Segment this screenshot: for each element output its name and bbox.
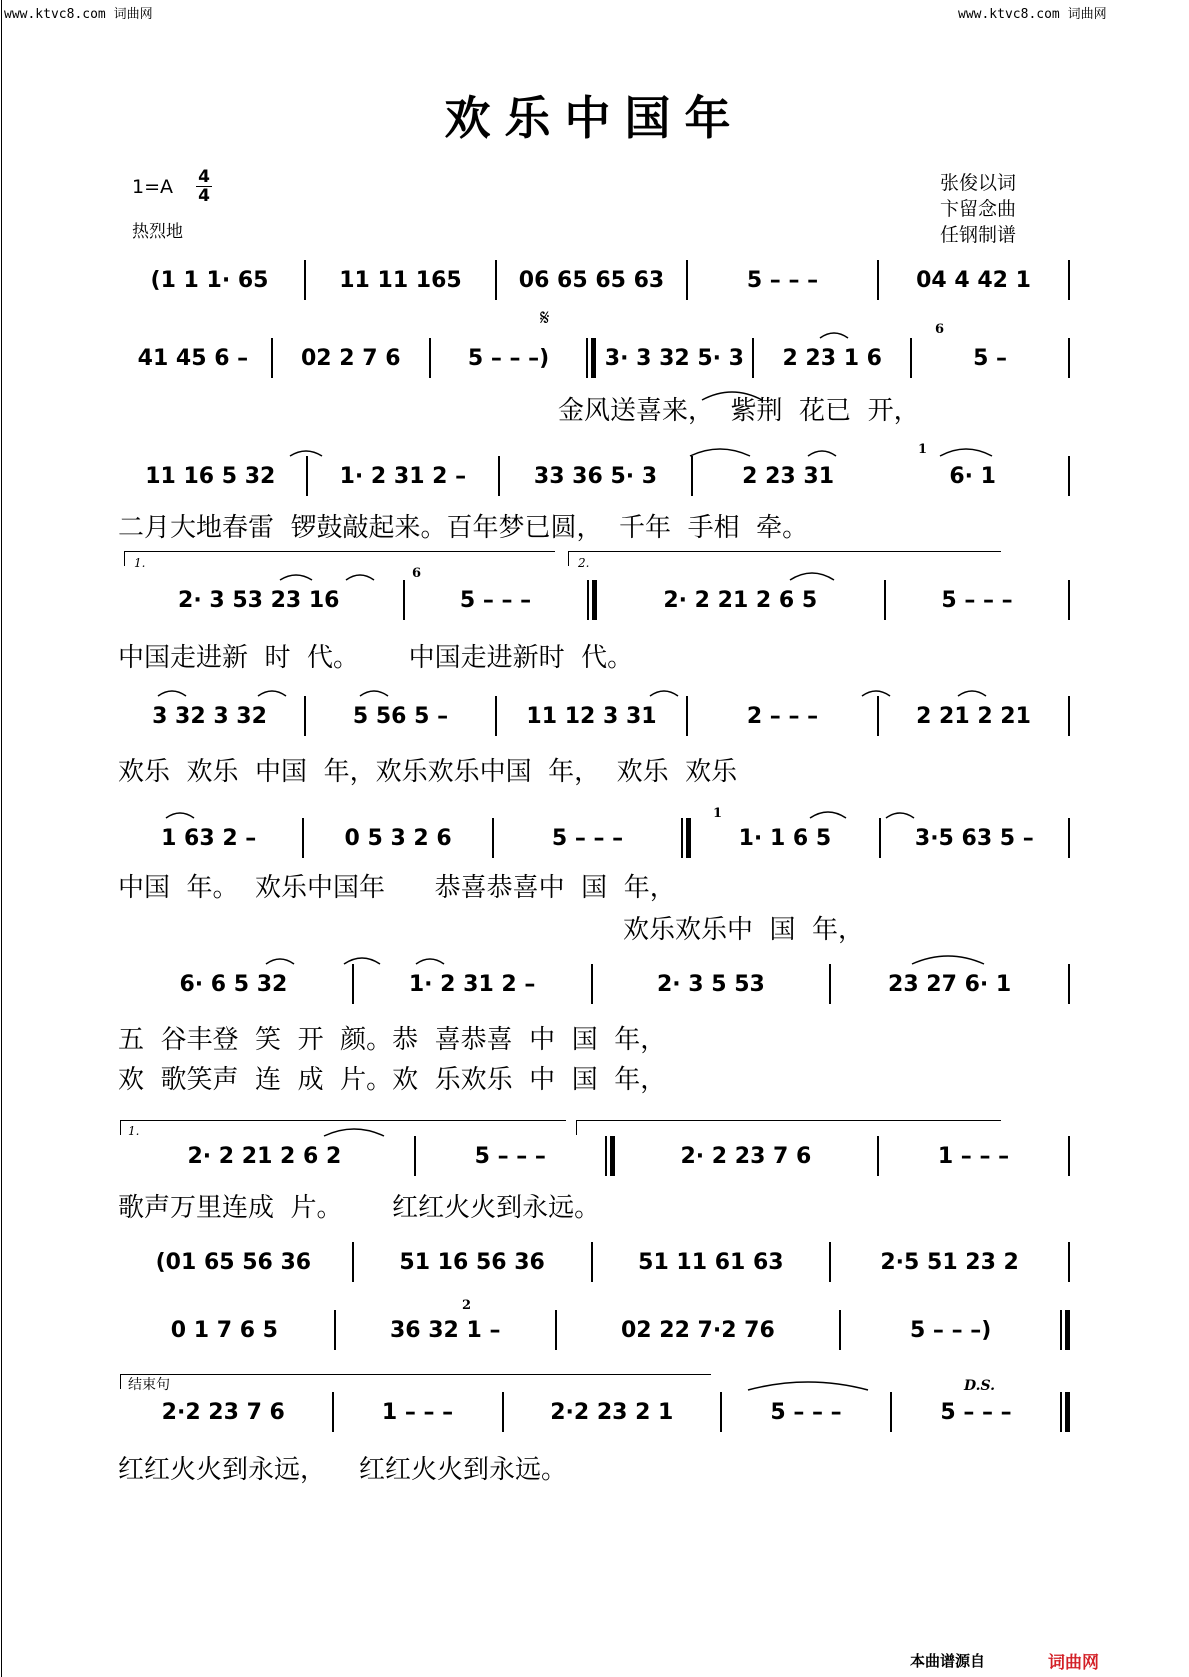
measure: 02 22 7·2 76	[621, 1317, 775, 1343]
lyric-line-3: 中国走进新 时 代。 中国走进新时 代。	[118, 643, 634, 673]
measure: 0 5 3 2 6	[344, 825, 452, 851]
measure: 5 – – –	[459, 587, 532, 613]
measure: 1 63 2 –	[161, 825, 257, 851]
measure: 0 1 7 6 5	[170, 1317, 278, 1343]
lyric-line-7: 五 谷丰登 笑 开 颜。恭 喜恭喜 中 国 年，	[118, 1025, 667, 1055]
notation-row-8	[118, 1136, 1073, 1176]
measure: 5 – – –)	[467, 345, 550, 371]
volta-bracket-2b	[576, 1120, 1001, 1135]
site-header-right[interactable]: www.ktvc8.com 词曲网	[958, 7, 1107, 22]
measure: 3·5 63 5 –	[914, 825, 1034, 851]
measure: 02 2 7 6	[300, 345, 401, 371]
measure: 5 –	[973, 345, 1008, 371]
tie-arc	[690, 449, 750, 456]
measure: 2· 3 53 23 16	[178, 587, 340, 613]
tie-arc	[748, 1382, 868, 1390]
lyric-line-6: 欢乐欢乐中 国 年，	[623, 915, 865, 945]
measure: 6· 6 5 32	[179, 971, 288, 997]
measure: 6· 1	[949, 463, 996, 489]
notation-row-5	[118, 696, 1073, 736]
notation-row-3	[118, 456, 1073, 496]
measure: 5 – – –	[474, 1143, 546, 1169]
measure: 41 45 6 –	[137, 345, 249, 371]
measure: 1 – – –	[381, 1399, 454, 1425]
measure: 04 4 42 1	[916, 267, 1031, 293]
measure: 3· 3 32 5· 3	[604, 345, 744, 371]
segno-sign: 𝄋	[540, 306, 550, 331]
measure: 2· 2 21 2 6 5	[663, 587, 818, 613]
arranger-credit: 任钢制谱	[940, 224, 1017, 246]
measure: 5 – – –	[940, 1399, 1012, 1425]
measure: 06 65 65 63	[518, 267, 665, 293]
notation-row-9	[118, 1242, 1073, 1282]
notation-row-11	[118, 1392, 1073, 1432]
composer-credit: 卞留念曲	[940, 198, 1017, 220]
brand-logo[interactable]: 词曲网	[1048, 1653, 1099, 1673]
volta-number-2: 2.	[578, 556, 590, 570]
song-title: 欢乐中国年	[444, 91, 745, 145]
time-signature-top: 4	[198, 167, 210, 187]
ending-bracket	[120, 1374, 711, 1389]
lyric-line-5: 中国 年。 欢乐中国年 恭喜恭喜中 国 年，	[118, 873, 676, 903]
credits	[940, 170, 1016, 248]
measure: (01 65 56 36	[155, 1249, 312, 1275]
measure: 11 16 5 32	[145, 463, 276, 489]
notation-row-7	[118, 964, 1073, 1004]
grace-note: 6	[412, 566, 422, 581]
measure: 2 23 31	[742, 463, 834, 489]
measure: 11 11 165	[339, 267, 462, 293]
measure: 1· 2 31 2 –	[339, 463, 467, 489]
site-header-left[interactable]: www.ktvc8.com 词曲网	[4, 7, 153, 22]
measure: 2·5 51 23 2	[880, 1249, 1019, 1275]
notation-row-10	[118, 1310, 1073, 1350]
measure: 2 – – –	[746, 703, 819, 729]
ending-label: 结束句	[128, 1377, 170, 1393]
measure: 51 11 61 63	[638, 1249, 784, 1275]
lyric-line-4: 欢乐 欢乐 中国 年，欢乐欢乐中国 年， 欢乐 欢乐	[118, 757, 738, 787]
lyric-line-2: 二月大地春雷 锣鼓敲起来。百年梦已圆， 千年 手相 牵。	[118, 513, 809, 543]
measure: (1 1 1· 65	[150, 267, 269, 293]
measure: 5 – – –	[770, 1399, 842, 1425]
volta-bracket-1	[124, 551, 555, 566]
volta-bracket-2	[568, 551, 1001, 566]
lyricist-credit: 张俊以词	[940, 172, 1017, 194]
measure: 2·2 23 7 6	[161, 1399, 285, 1425]
measure: 33 36 5· 3	[533, 463, 658, 489]
measure: 2 23 1 6	[782, 345, 882, 371]
measure: 2· 2 23 7 6	[680, 1143, 812, 1169]
measure: 2· 2 21 2 6 2	[187, 1143, 342, 1169]
lyric-line-9: 歌声万里连成 片。 红红火火到永远。	[118, 1193, 601, 1223]
tie-arc	[912, 956, 984, 964]
measure: 36 32 1 –	[389, 1317, 501, 1343]
volta-number-1b: 1.	[128, 1124, 140, 1138]
volta-bracket-1b	[120, 1120, 566, 1135]
measure: 5 – – –	[941, 587, 1013, 613]
lyric-line-1: 金风送喜来， 紫荆 花已 开，	[558, 396, 920, 426]
tie-arc	[940, 449, 992, 456]
measure: 2 21 2 21	[916, 703, 1031, 729]
notation-row-4	[118, 580, 1073, 620]
measure: 2·2 23 2 1	[550, 1399, 674, 1425]
notation-row-1	[118, 260, 1073, 300]
notation-row-2	[118, 338, 1073, 378]
tempo-marking: 热烈地	[132, 222, 183, 242]
measure: 1· 2 31 2 –	[408, 971, 536, 997]
measure: 51 16 56 36	[399, 1249, 545, 1275]
notation-row-6	[118, 818, 1073, 858]
lyric-line-10: 红红火火到永远， 红红火火到永远。	[118, 1455, 568, 1485]
measure: 5 – – –	[551, 825, 624, 851]
measure: 3 32 3 32	[152, 703, 267, 729]
measure: 5 56 5 –	[352, 703, 449, 729]
time-signature	[196, 168, 212, 205]
measure: 2· 3 5 53	[656, 971, 765, 997]
measure: 5 – – –)	[909, 1317, 992, 1343]
lyric-line-8: 欢 歌笑声 连 成 片。欢 乐欢乐 中 国 年，	[118, 1065, 667, 1095]
grace-note: 1	[713, 806, 723, 821]
ds-marking: D.S.	[964, 1378, 996, 1394]
grace-note: 2	[462, 1298, 472, 1313]
measure: 23 27 6· 1	[888, 971, 1012, 997]
measure: 1 – – –	[937, 1143, 1010, 1169]
grace-note: 6	[935, 322, 945, 337]
source-note: 本曲谱源自	[910, 1652, 986, 1670]
time-signature-bottom: 4	[196, 186, 212, 205]
tie-arc	[790, 573, 834, 580]
grace-note: 1	[918, 442, 928, 457]
measure: 1· 1 6 5	[738, 825, 832, 851]
measure: 5 – – –	[746, 267, 819, 293]
volta-number-1: 1.	[134, 556, 146, 570]
key-signature: 1=A	[132, 176, 174, 198]
measure: 11 12 3 31	[526, 703, 657, 729]
